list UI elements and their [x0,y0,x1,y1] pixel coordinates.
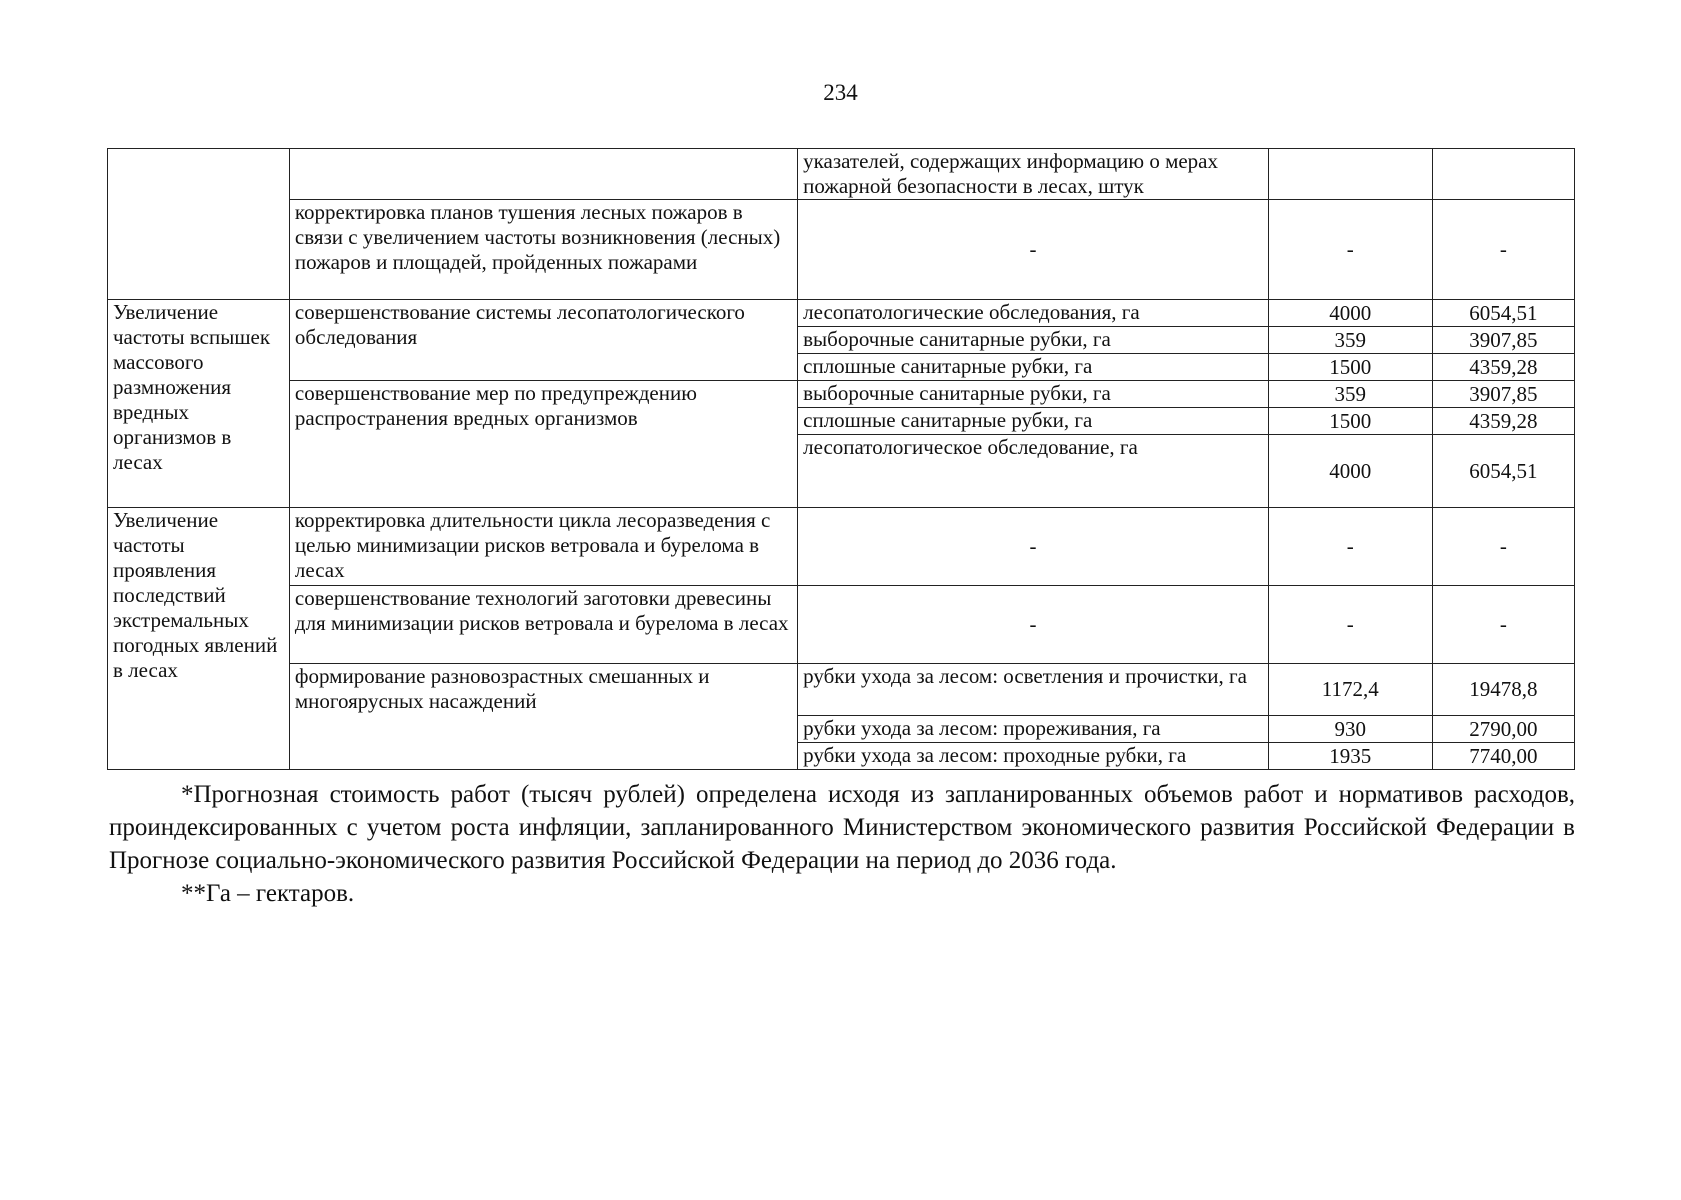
measure-cell: совершенствование технологий заготовки древесины для минимизации рисков ветровала и бурелома в лесах [289,586,797,664]
cost-cell: 2790,00 [1432,716,1574,743]
indicator-cell: - [798,586,1269,664]
table-row [108,200,1575,300]
volume-cell: 1935 [1268,743,1432,770]
measures-table [107,148,1575,770]
volume-cell: 359 [1268,381,1432,408]
indicator-cell: рубки ухода за лесом: проходные рубки, га [798,743,1269,770]
indicator-cell: выборочные санитарные рубки, га [798,327,1269,354]
footnotes [109,778,1575,910]
risk-cell: Увеличение частоты проявления последствий экстремальных погодных явлений в лесах [108,508,290,770]
volume-cell: 4000 [1268,300,1432,327]
volume-cell: 930 [1268,716,1432,743]
volume-cell: - [1268,200,1432,300]
indicator-cell: - [798,508,1269,586]
indicator-cell: лесопатологическое обследование, га [798,435,1269,508]
cost-cell: 7740,00 [1432,743,1574,770]
volume-cell: 359 [1268,327,1432,354]
cost-cell: - [1432,200,1574,300]
table-row [108,664,1575,716]
risk-cell-empty [108,149,290,300]
measure-cell: совершенствование мер по предупреждению распространения вредных организмов [289,381,797,508]
indicator-cell: рубки ухода за лесом: осветления и прочистки, га [798,664,1269,716]
cost-cell: 19478,8 [1432,664,1574,716]
cost-cell: 6054,51 [1432,435,1574,508]
indicator-cell: лесопатологические обследования, га [798,300,1269,327]
cost-cell: 3907,85 [1432,381,1574,408]
measure-cell: совершенствование системы лесопатологического обследования [289,300,797,381]
volume-cell: 1172,4 [1268,664,1432,716]
measure-cell: формирование разновозрастных смешанных и многоярусных насаждений [289,664,797,770]
volume-cell: 4000 [1268,435,1432,508]
table-row [108,149,1575,200]
footnote-cost: *Прогнозная стоимость работ (тысяч рублей) определена исходя из запланированных объемов работ и нормативов расходов, проиндексированных с учетом роста инфляции, запланированного Министерством экономического развития Российской Федерации в Прогнозе социально-экономического развития Российской Федерации на период до 2036 года. [109,781,1575,874]
volume-cell: 1500 [1268,408,1432,435]
page-number: 234 [823,80,858,105]
volume-cell: - [1268,508,1432,586]
cost-cell: 4359,28 [1432,408,1574,435]
indicator-cell: рубки ухода за лесом: прореживания, га [798,716,1269,743]
indicator-cell: сплошные санитарные рубки, га [798,354,1269,381]
volume-cell: - [1268,586,1432,664]
cost-cell: 4359,28 [1432,354,1574,381]
indicator-cell: выборочные санитарные рубки, га [798,381,1269,408]
footnote-hectares: **Га – гектаров. [181,880,355,907]
measure-cell-empty [289,149,797,200]
indicator-cell: указателей, содержащих информацию о мерах пожарной безопасности в лесах, штук [798,149,1269,200]
risk-cell: Увеличение частоты вспышек массового размножения вредных организмов в лесах [108,300,290,508]
volume-cell: 1500 [1268,354,1432,381]
measure-cell: корректировка длительности цикла лесоразведения с целью минимизации рисков ветровала и бурелома в лесах [289,508,797,586]
table-row [108,381,1575,408]
table-row [108,508,1575,586]
cost-cell-empty [1432,149,1574,200]
cost-cell: 3907,85 [1432,327,1574,354]
cost-cell: - [1432,586,1574,664]
cost-cell: - [1432,508,1574,586]
volume-cell-empty [1268,149,1432,200]
measure-cell: корректировка планов тушения лесных пожаров в связи с увеличением частоты возникновения (лесных) пожаров и площадей, пройденных пожарами [289,200,797,300]
cost-cell: 6054,51 [1432,300,1574,327]
indicator-cell: - [798,200,1269,300]
table-row [108,300,1575,327]
indicator-cell: сплошные санитарные рубки, га [798,408,1269,435]
table-row [108,586,1575,664]
